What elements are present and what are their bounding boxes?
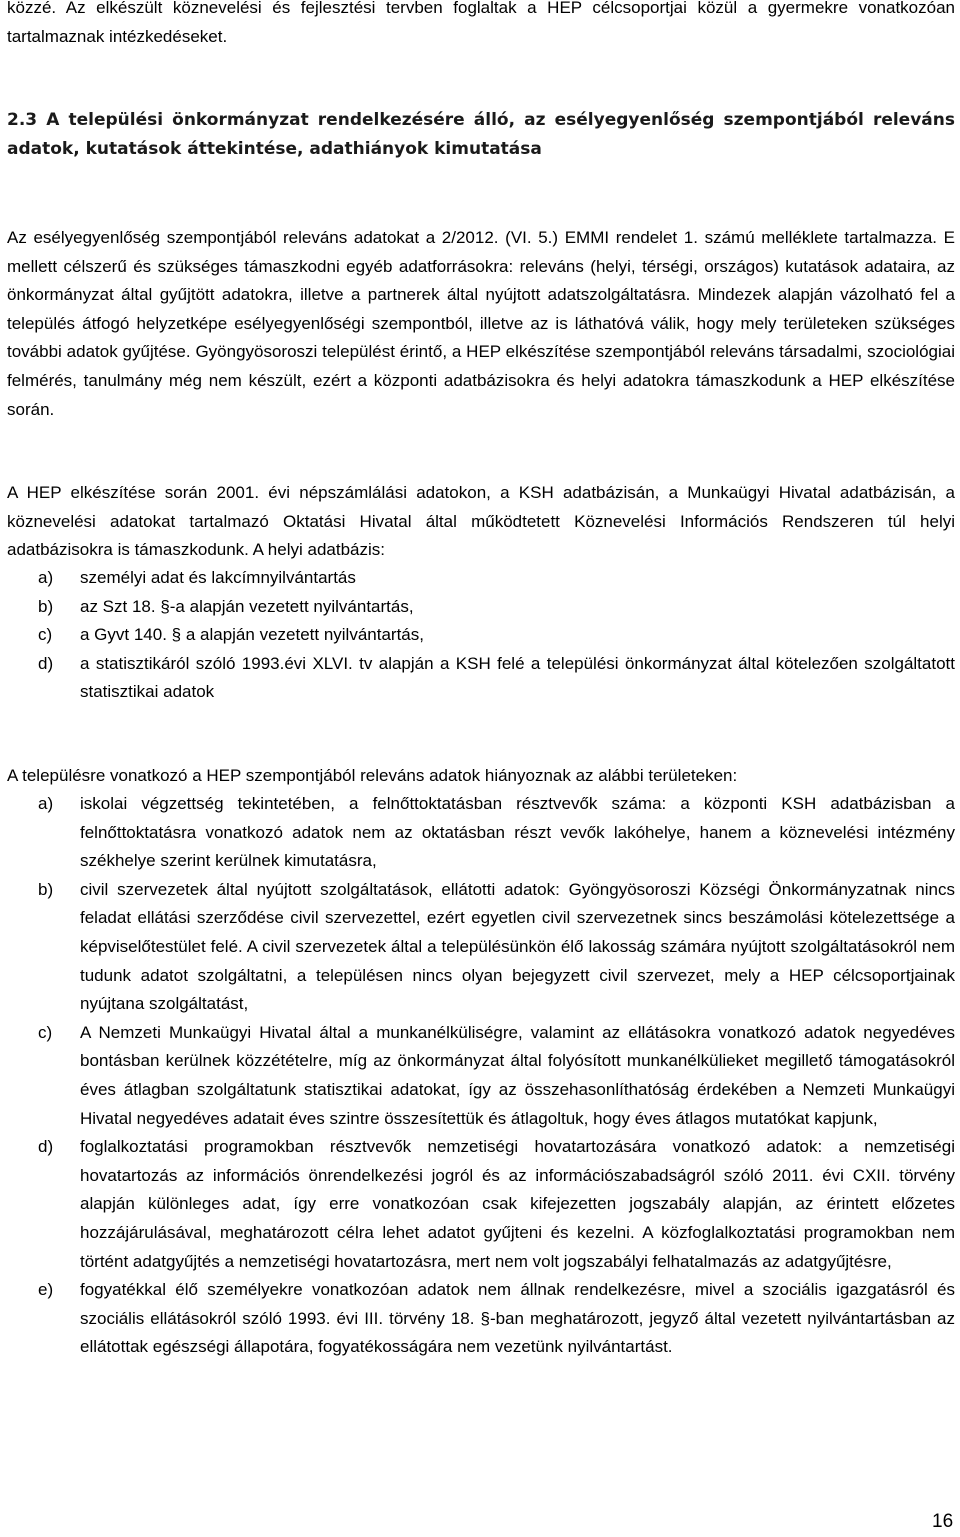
list-item-text: foglalkoztatási programokban résztvevők nemzetiségi hovatartozására vonatkozó adatok: a nemzetiségi hovatartozás az információs önrendelkezési jogról és az információszabadságról szóló 2011. évi CXII. törvény alapján különleges adat, így erre vonatkozóan csak kifejezetten jogszabály alapján, az érintett előzetes hozzájárulásával, meghatározott célra lehet adatot gyűjteni és kezelni. A közfoglalkoztatási programokban nem történt adatgyűjtés a nemzetiségi hovatartozásra, mert nem volt jogszabályi felhatalmazás az adatgyűjtésre, <box>80 1137 955 1271</box>
list-marker: c) <box>38 1022 53 1042</box>
intro-paragraph-tail: közzé. Az elkészült köznevelési és fejlesztési tervben foglaltak a HEP célcsoportjai közül a gyermekre vonatkozóan tartalmaznak intézkedéseket. <box>7 0 955 46</box>
list-marker: c) <box>38 625 53 645</box>
list-item-text: az Szt 18. §-a alapján vezetett nyilvántartás, <box>80 596 414 616</box>
body-paragraph-2: A HEP elkészítése során 2001. évi népszámlálási adatokon, a KSH adatbázisán, a Munkaügyi Hivatal adatbázisán, a köznevelési adatokat tartalmazó Oktatási Hivatal által működtetett Köznevelési Információs Rendszeren túl helyi adatbázisokra is támaszkodunk. A helyi adatbázis: <box>7 483 955 560</box>
list-item-text: a Gyvt 140. § a alapján vezetett nyilvántartás, <box>80 625 424 645</box>
missing-data-list <box>0 790 960 1362</box>
body-paragraph-3: A településre vonatkozó a HEP szempontjából releváns adatok hiányoznak az alábbi területeken: <box>7 766 738 785</box>
list-marker: a) <box>38 794 54 813</box>
list-item <box>0 593 960 622</box>
list-item <box>0 621 960 650</box>
local-database-list <box>0 564 960 707</box>
list-item <box>0 1019 960 1133</box>
list-item <box>0 876 960 1019</box>
list-item <box>0 1133 960 1276</box>
list-marker: e) <box>38 1280 54 1300</box>
list-item <box>0 1276 960 1362</box>
list-item-text: iskolai végzettség tekintetében, a felnőttoktatásban résztvevők száma: a központi KSH adatbázisban a felnőttoktatásra vonatkozó adatok nem az oktatásban részt vevők lakóhelye, hanem a köznevelési intézmény székhelye szerint kerülnek kimutatásra, <box>80 794 955 871</box>
list-marker: b) <box>38 596 54 616</box>
list-item-text: fogyatékkal élő személyekre vonatkozóan adatok nem állnak rendelkezésre, mivel a szociális igazgatásról és szociális ellátásokról szóló 1993. évi III. törvény 18. §-ban meghatározott, jegyző által vezetett nyilvántartásban az ellátottak egészségi állapotára, fogyatékosságára nem vezetünk nyilvántartást. <box>80 1280 955 1357</box>
body-paragraph-1: Az esélyegyenlőség szempontjából releváns adatokat a 2/2012. (VI. 5.) EMMI rendelet 1. számú melléklete tartalmazza. E mellett célszerű és szükséges támaszkodni egyéb adatforrásokra: releváns (helyi, térségi, országos) kutatások adataira, az önkormányzat által gyűjtött adatokra, illetve a partnerek által nyújtott adatszolgáltatásra. Mindezek alapján vázolható fel a település átfogó helyzetképe esélyegyenlőségi szempontból, illetve az is láthatóvá válik, hogy mely területeken szükséges további adatok gyűjtése. Gyöngyösoroszi települést érintő, a HEP elkészítése szempontjából releváns társadalmi, szociológiai felmérés, tanulmány még nem készült, ezért a központi adatbázisokra és helyi adatokra támaszkodunk a HEP elkészítése során. <box>7 228 955 419</box>
list-item <box>0 790 960 876</box>
list-item-text: személyi adat és lakcímnyilvántartás <box>80 568 356 587</box>
section-heading: 2.3 A települési önkormányzat rendelkezésére álló, az esélyegyenlőség szempontjából releváns adatok, kutatások áttekintése, adathiányok kimutatása <box>7 110 955 159</box>
list-marker: d) <box>38 1137 54 1157</box>
list-item-text: A Nemzeti Munkaügyi Hivatal által a munkanélküliségre, valamint az ellátásokra vonatkozó adatok negyedéves bontásban kerülnek közzétételre, míg az önkormányzat által folyósított munkanélkülieket megillető támogatásokról éves átlagban szolgáltatunk statisztikai adatokat, így az összehasonlíthatóság érdekében a Nemzeti Munkaügyi Hivatal negyedéves adatait éves szintre összesítettük és átlagoltuk, hogy éves átlagos mutatókat kapjunk, <box>80 1022 955 1128</box>
list-item-text: a statisztikáról szóló 1993.évi XLVI. tv alapján a KSH felé a települési önkormányzat által kötelezően szolgáltatott statisztikai adatok <box>80 653 955 702</box>
list-item <box>0 650 960 707</box>
list-item <box>0 564 960 593</box>
list-marker: d) <box>38 653 54 673</box>
page-number: 16 <box>932 1511 954 1532</box>
list-marker: b) <box>38 879 54 899</box>
list-marker: a) <box>38 568 54 587</box>
list-item-text: civil szervezetek által nyújtott szolgáltatások, ellátotti adatok: Gyöngyösoroszi Községi Önkormányzatnak nincs feladat ellátási szerződése civil szervezettel, ezért egyetlen civil szervezetnek sincs beszámolási kötelezettsége a képviselőtestület felé. A civil szervezetek által a településünkön élő lakosság számára nyújtott szolgáltatásokról nem tudunk adatot szolgáltatni, a településen nincs olyan bejegyzett civil szervezet, mely a HEP célcsoportjainak nyújtana szolgáltatást, <box>80 879 955 1014</box>
